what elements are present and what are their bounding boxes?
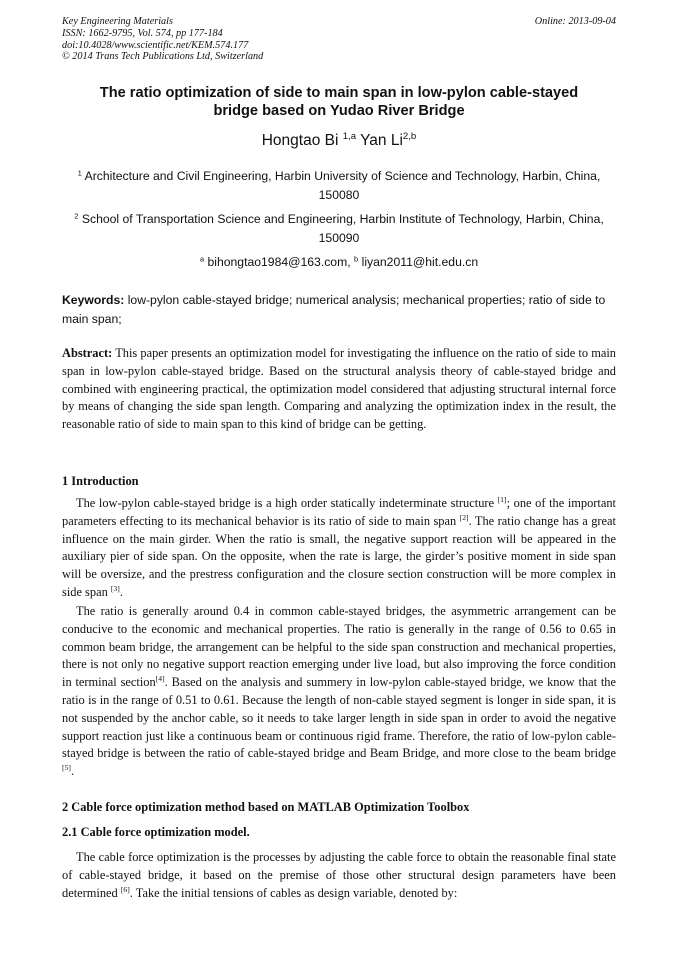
- paragraph-text: The ratio is generally around 0.4 in common cable-stayed bridges, the asymmetric arrangement can be conducive to the economic and mechanical properties. The ratio is generally in the range of 0.56 to 0.65 in common beam bridge, the arrangement can be helpful to the side span construction and mechanical properties, there is not only no negative support reaction emerging under live load, but also improving the force condition in terminal section: [62, 604, 616, 690]
- email-link[interactable]: bihongtao1984@163.com,: [207, 255, 351, 269]
- author-affiliation-sup: 2,b: [402, 131, 417, 143]
- citation[interactable]: [4]: [155, 674, 165, 684]
- author-affiliation-sup: 1,a: [342, 131, 357, 143]
- title-line-2: bridge based on Yudao River Bridge: [213, 103, 465, 119]
- email-link[interactable]: liyan2011@hit.edu.cn: [361, 255, 479, 269]
- paragraph: [62, 603, 616, 781]
- paragraph: [62, 849, 616, 902]
- paragraph-text: .: [119, 584, 123, 599]
- affiliation-sup: 2: [74, 211, 79, 221]
- abstract-label: Abstract:: [62, 346, 113, 360]
- journal-copyright: © 2014 Trans Tech Publications Ltd, Switzerland: [62, 51, 264, 63]
- citation[interactable]: [5]: [62, 763, 71, 773]
- citation[interactable]: [3]: [110, 584, 120, 594]
- section-heading-cable-force: 2 Cable force optimization method based on MATLAB Optimization Toolbox: [62, 800, 470, 814]
- affiliation-postcode: 150080: [318, 188, 360, 202]
- title-line-1: The ratio optimization of side to main span in low-pylon cable-stayed: [99, 85, 579, 101]
- paragraph-text: . The ratio change has a great influence on the main girder. When the ratio is small, the negative support reaction will be appeared in the auxiliary pier of side span. On the opposite, when the rate is large, the girder’s positive moment in side span will be oversize, and the prestress configuration and the closure section construction will be more complex in side span: [62, 513, 616, 599]
- author-name: Yan Li: [360, 132, 403, 149]
- affiliation-sup: 1: [77, 168, 82, 178]
- journal-doi[interactable]: doi:10.4028/www.scientific.net/KEM.574.177: [62, 39, 249, 51]
- author-emails: [62, 253, 616, 272]
- keywords: [62, 291, 616, 329]
- online-date: Online: 2013-09-04: [534, 16, 616, 27]
- paragraph: [62, 495, 616, 602]
- affiliation-1: [62, 167, 616, 205]
- paragraph-text: ; one of the important parameters effecting to its mechanical behavior is its ratio of side to main span: [62, 496, 616, 528]
- keywords-label: Keywords:: [62, 293, 125, 307]
- journal-name: Key Engineering Materials: [62, 16, 173, 27]
- abstract-text: This paper presents an optimization model for investigating the influence on the ratio of side to main span in low-pylon cable-stayed bridge. Based on the structural analysis theory of cable-stayed bridge and combined with engineering practical, the optimization model considered that adjusting structural internal force by means of changing the side span length. Comparing and analyzing the optimization index in the result, the reasonable ratio of side to main span to this kind of bridge can be getting.: [62, 346, 617, 432]
- subsection-heading: 2.1 Cable force optimization model.: [62, 825, 250, 839]
- keywords-text: low-pylon cable-stayed bridge; numerical analysis; mechanical properties; ratio of side to main span;: [62, 293, 606, 326]
- paragraph-text: . Take the initial tensions of cables as design variable, denoted by:: [129, 885, 458, 900]
- citation[interactable]: [6]: [120, 884, 130, 894]
- email-sup: b: [354, 254, 359, 264]
- paragraph-text: . Based on the analysis and summery in low-pylon cable-stayed bridge, we know that the ratio is in the range of 0.51 to 0.61. Because the length of non-cable stayed segment is longer in side span, it is not suspended by the anchor cable, so it needs to take larger length in side span in order to avoid the negative support reaction just like a continuous beam or continuous rigid frame. Therefore, the ratio of low-pylon cable-stayed bridge is between the ratio of cable-stayed bridge and Beam Bridge, and more close to the beam bridge: [62, 675, 617, 761]
- affiliation-text: School of Transportation Science and Engineering, Harbin Institute of Technology, Harbin, China,: [81, 212, 604, 226]
- citation[interactable]: [1]: [497, 495, 507, 505]
- paper-title: [62, 84, 616, 120]
- affiliation-postcode: 150090: [318, 231, 360, 245]
- citation[interactable]: [2]: [459, 513, 469, 523]
- affiliation-2: [62, 210, 616, 248]
- affiliation-text: Architecture and Civil Engineering, Harbin University of Science and Technology, Harbin, China,: [84, 169, 601, 183]
- journal-issn: ISSN: 1662-9795, Vol. 574, pp 177-184: [62, 27, 223, 39]
- author-name: Hongtao Bi: [261, 132, 339, 149]
- paragraph-text: The cable force optimization is the processes by adjusting the cable force to obtain the reasonable final state of cable-stayed bridge, it based on the premise of those other structural design parameters have been determined: [62, 850, 616, 900]
- journal-header: [62, 16, 616, 63]
- section-heading-introduction: 1 Introduction: [62, 474, 139, 488]
- abstract: [62, 345, 616, 434]
- paragraph-text: The low-pylon cable-stayed bridge is a high order statically indeterminate structure: [76, 496, 498, 510]
- email-sup: a: [199, 254, 205, 264]
- author-list: [62, 131, 616, 151]
- paragraph-text: .: [70, 764, 75, 779]
